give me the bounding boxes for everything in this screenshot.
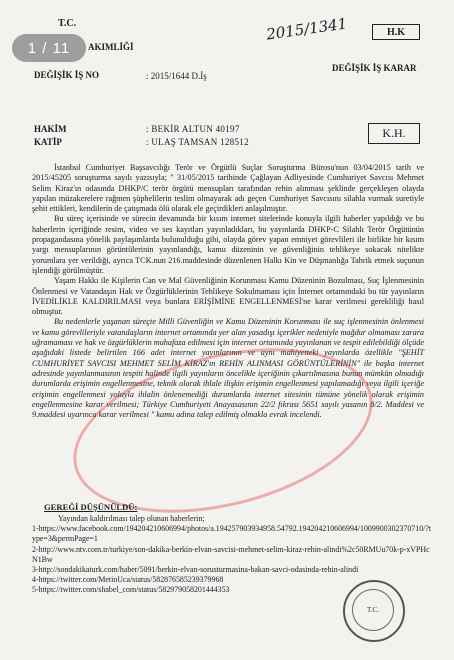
official-seal-inner: T.C. (352, 589, 394, 631)
document-body (32, 163, 424, 420)
body-paragraph-italic: Bu nedenlerle yaşanan süreçte Milli Güvenliğin ve Kamu Düzeninin Korunması ile suç işlenmesinin önlenmesi ve kamu görevlileriyle vatandaşların internet ortamında yer alan yasadışı içerikler nedeniyle mağdur olmaması zarara uğramaması ve hak ve özgürlüklerin muhafaza edilmesi için internet ortamında yayınlanan ve tespit edilebildiği ölçüde aşağıdaki listede belirtilen 166 adet internet yayınlarının ve aynı mahiyetteki yayınlarda özellikle "ŞEHİT CUMHURİYET SAVCISI MEHMET SELİM KİRAZ'ın REHİN ALINMASI GÖRÜNTÜLERİNİN" ile başka internet adresinde yayınlanmasının tespiti halinde ilgili yayınların öncelikle içeriğinin çıkartılmasına bunun mümkün olmadığı durumlarda erişimin engellenmesine, teknik olarak ihlale ilişkin erişimin engellenmesi yapılamadığı veya ilgili içeriğe erişimin engellenmesi yoluyla ihlalin önlenemediği durumlarda internet sitesinin tümüne yönelik olarak erişimin engellenmesine karar verilmesi; Türkiye Cumhuriyeti Anayasasının 22/2 fıkrası 5651 sayılı yasanın 8/2. Maddesi ve 9.maddesi uyarınca karar verilmesi " kamu adına talep edilmiş olmakla evrak incelendi. (32, 317, 424, 420)
body-paragraph: Yaşam Hakkı ile Kişilerin Can ve Mal Güvenliğinin Korunması Kamu Düzeninin Bozulması, Suç İşlenmesinin Önlenmesi ve Vatandaşın Hak ve Özgürlüklerinin Tehlikeye Sokulmaması için İnternet ortamındaki bu tür yayınların İVEDİLİKLE KALDIRILMASI veya bunlara ERİŞİMİNE ENGELLENMESİ'ne karar verilmesi gerekliliği hasıl olmuştur. (32, 276, 424, 317)
body-paragraph: Bu süreç içerisinde ve sürecin devamında bir kısım internet sitelerinde konuyla ilgili haberler yapıldığı ve bu haberlerin içeriğinde resim, video ve ses kayıtları yayınladıkları, bu yayınlarda DHKP-C Silahlı Terör Örgütünün propagandasına yönelik paylaşımlarda bulunulduğu gibi, olayda görev yapan emniyet görevlileri ile birlikte bir kısım yargı mensuplarının görüntülerinin yayınlandığı, kamu düzeninin ve güvenliğinin tehlikeye sokacak nitelikte yorumlara yer verildiği, ayrıca TCK.nun 216.maddesinde düzenlenen Halkı Kin ve Düşmanlığa Tahrik etmek suçunun işlendiği görülmüştür. (32, 214, 424, 275)
page-counter-badge: 1 / 11 (12, 34, 86, 62)
degisik-is-no-value: : 2015/1644 D.İş (146, 71, 207, 81)
reasoning-item: 1-https://www.facebook.com/194204210606994/photos/a.194257903934958.54792.194204210606994/1009900302370710/?type=3&permPage=1 (32, 524, 432, 544)
body-paragraph: İstanbul Cumhuriyet Başsavcılığı Terör ve Örgütlü Suçlar Soruşturma Bürosu'nun 03/04/2015 tarih ve 2015/45205 soruşturma sayılı yazısıyla; " 31/05/2015 tarihinde Çağlayan Adliyesinde Cumhuriyet Savcısı Mehmet Selim Kiraz'ın odasında DHKP/C terör örgütü mensupları tarafından rehin alınması şeklinde gerçekleşen olayda yapılan müzakerelere rağmen şüphelilerin teslim olmayarak adı geçen Cumhuriyet Savcısını silahla vurmak suretiyle şehit ettikleri, kendilerin de çatışmada ölü olarak ele geçirdikleri anlaşılmıştır. (32, 163, 424, 214)
reasoning-item: 2-http://www.ntv.com.tr/turkiye/son-dakika-berkin-elvan-savcisi-mehmet-selim-kiraz-rehin-alindi%2c50RMUu70k-p-xVPHcN1Bw (32, 544, 430, 564)
katip-value: : ULAŞ TAMSAN 128512 (146, 137, 249, 147)
reasoning-item: 4-https://twitter.com/MetinUca/status/582876585239379968 (32, 575, 224, 585)
reasoning-item: 5-https://twitter.com/shabel_com/status/582979058201444353 (32, 585, 230, 595)
header-tc: T.C. (58, 18, 77, 29)
degisik-is-no-label: DEĞİŞİK İŞ NO (34, 70, 100, 80)
decision-label: DEĞİŞİK İŞ KARAR (332, 63, 417, 73)
hakim-label: HAKİM (34, 124, 67, 134)
reasoning-item: 3-http://sondakikaturk.com/haber/5091/berkin-elvan-sorusturmasina-bakan-savci-odasinda-rehin-alindi (32, 565, 359, 575)
handwritten-case-number: 2015/1341 (265, 14, 349, 44)
kh-box: K.H. (368, 123, 420, 144)
header-ministry: AKIMLİĞİ (88, 42, 134, 52)
hakim-value: : BEKİR ALTUN 40197 (146, 124, 240, 134)
reasoning-title: GEREĞİ DÜŞÜNÜLDÜ: (44, 502, 138, 512)
reasoning-intro: Yayından kaldırılması talep olunan haberlerin; (58, 514, 205, 523)
katip-label: KATİP (34, 137, 62, 147)
top-right-box: H.K (372, 24, 420, 40)
